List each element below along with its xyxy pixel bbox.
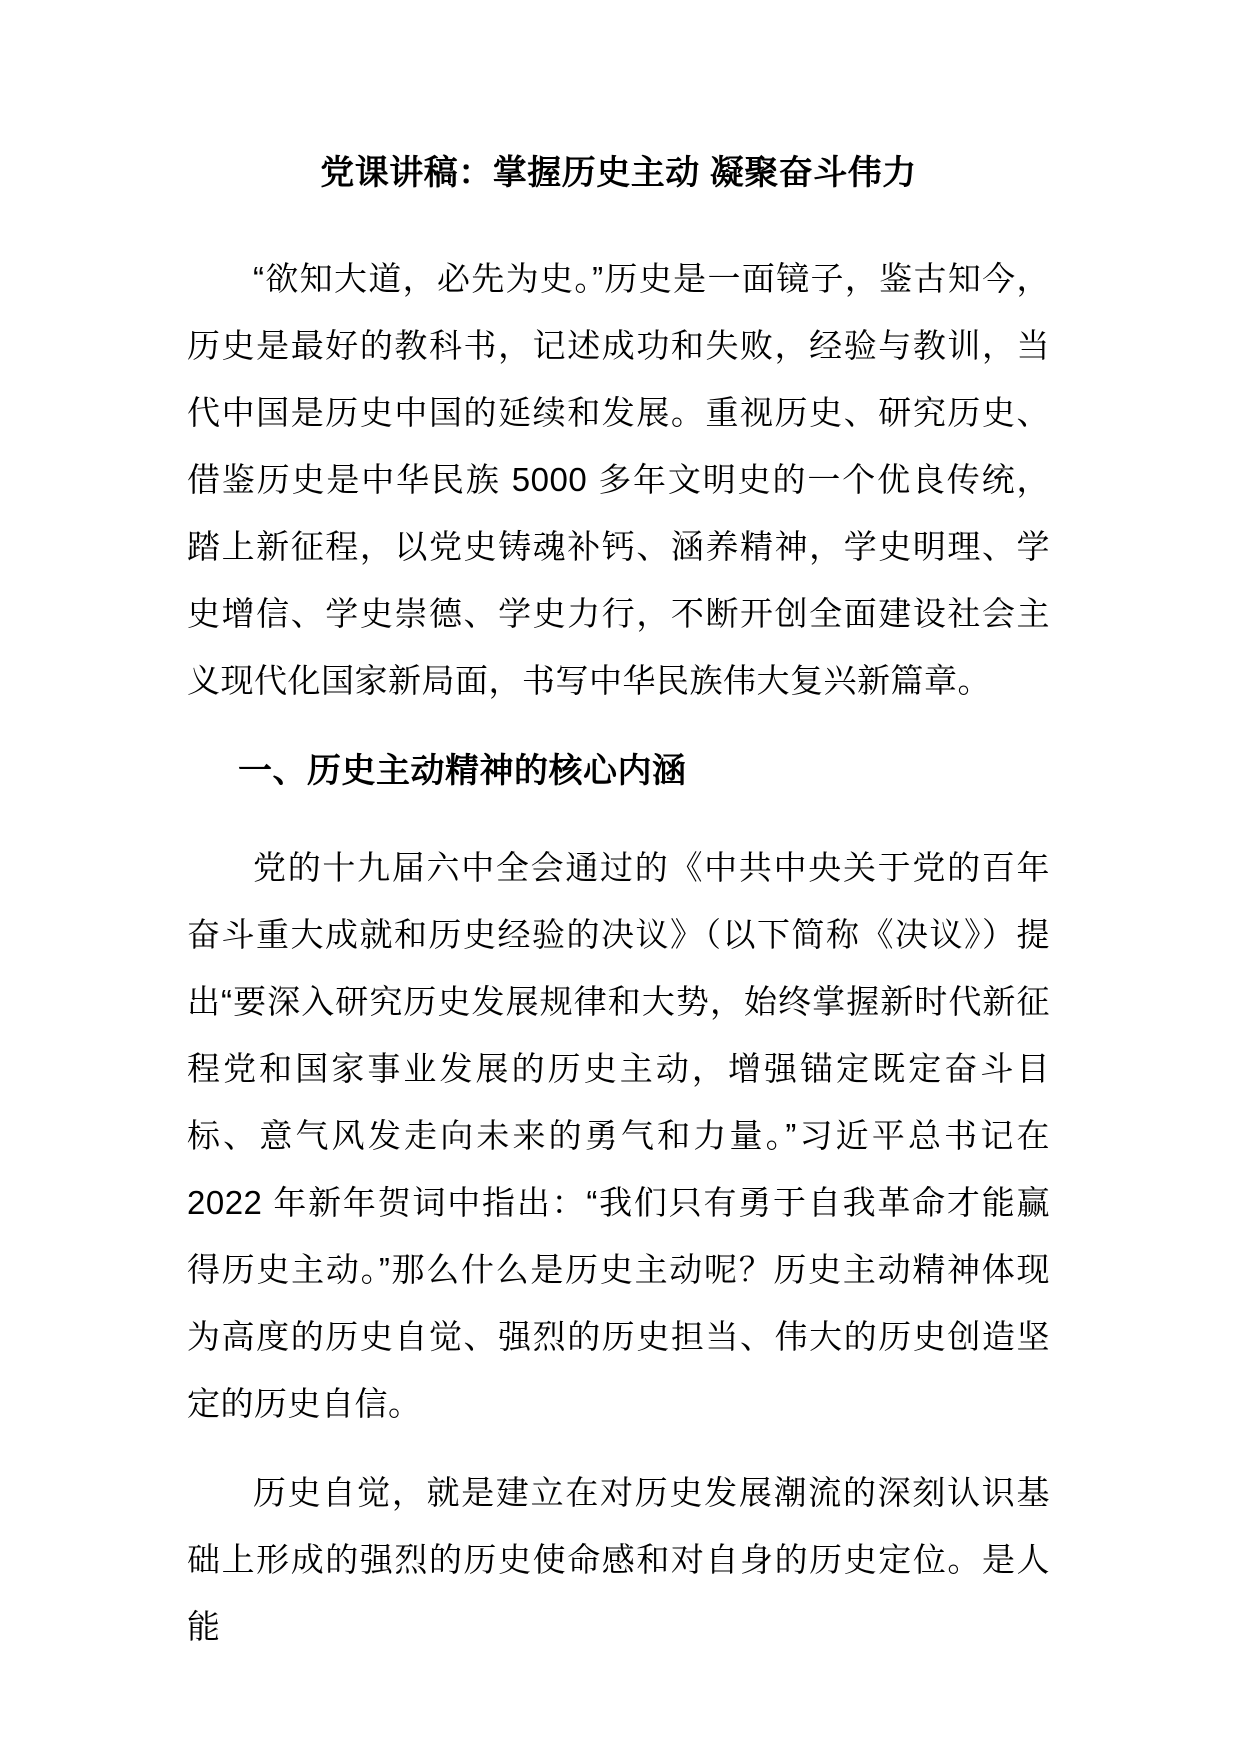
paragraph-section1-core: 党的十九届六中全会通过的《中共中央关于党的百年奋斗重大成就和历史经验的决议》（以下简称《决议》）提出“要深入研究历史发展规律和大势，始终掌握新时代新征程党和国家事业发展的历史主动，增强锚定既定奋斗目标、意气风发走向未来的勇气和力量。”习近平总书记在 2022 年新年贺词中指出：“我们只有勇于自我革命才能赢得历史主动。”那么什么是历史主动呢？历史主动精神体现为高度的历史自觉、强烈的历史担当、伟大的历史创造坚定的历史自信。 — [187, 849, 1050, 1422]
section-heading-1: 一、历史主动精神的核心内涵 — [238, 752, 687, 790]
paragraph-intro: “欲知大道，必先为史。”历史是一面镜子，鉴古知今，历史是最好的教科书，记述成功和失败，经验与教训，当代中国是历史中国的延续和发展。重视历史、研究历史、借鉴历史是中华民族 5000 多年文明史的一个优良传统，踏上新征程，以党史铸魂补钙、涵养精神，学史明理、学史增信、学史崇德、学史力行，不断开创全面建设社会主义现代化国家新局面，书写中华民族伟大复兴新篇章。 — [187, 260, 1050, 699]
document-title: 党课讲稿：掌握历史主动 凝聚奋斗伟力 — [320, 154, 917, 192]
paragraph-historical-consciousness: 历史自觉，就是建立在对历史发展潮流的深刻认识基础上形成的强烈的历史使命感和对自身的历史定位。是人能 — [187, 1474, 1050, 1645]
